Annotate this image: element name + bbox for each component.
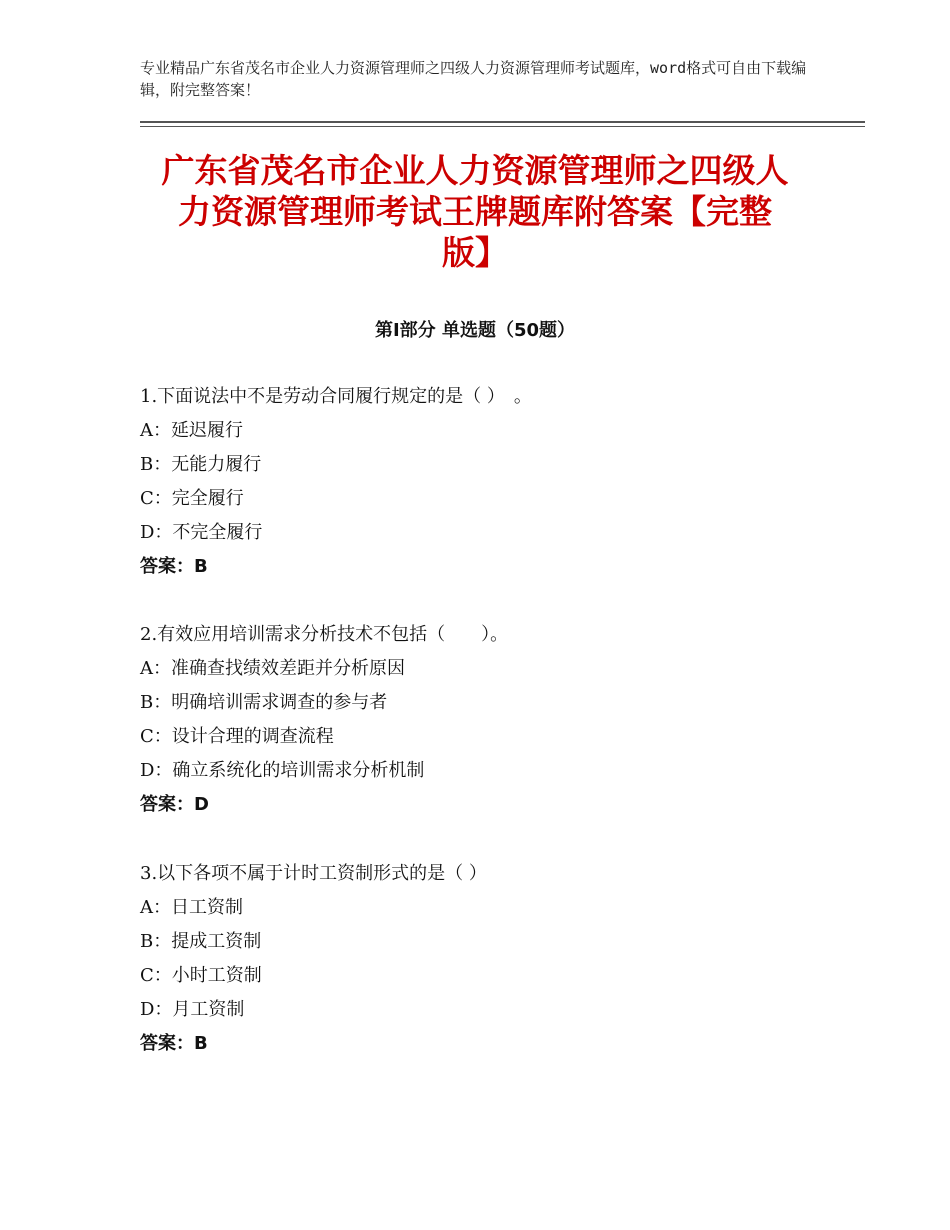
option-d: D：确立系统化的培训需求分析机制	[140, 760, 425, 781]
option-b: B：明确培训需求调查的参与者	[140, 692, 388, 713]
answer-line: 答案：B	[140, 1033, 208, 1054]
section-heading: 第Ⅰ部分 单选题（50题）	[374, 320, 575, 341]
answer-line: 答案：B	[140, 556, 208, 577]
question-3	[140, 857, 840, 1061]
option-a: A：准确查找绩效差距并分析原因	[140, 658, 405, 679]
option-c: C：设计合理的调查流程	[140, 726, 334, 747]
title-line: 版】	[442, 233, 508, 272]
question-1	[140, 380, 840, 584]
option-c: C：完全履行	[140, 488, 244, 509]
answer-line: 答案：D	[140, 794, 209, 815]
header-rule-thick	[140, 121, 865, 123]
question-stem: 3.以下各项不属于计时工资制形式的是（ ）	[140, 863, 487, 884]
question-2	[140, 618, 840, 822]
option-a: A：日工资制	[140, 897, 243, 918]
option-d: D：月工资制	[140, 999, 245, 1020]
question-stem: 2.有效应用培训需求分析技术不包括（ ）。	[140, 624, 509, 645]
option-d: D：不完全履行	[140, 522, 263, 543]
option-a: A：延迟履行	[140, 420, 243, 441]
option-b: B：提成工资制	[140, 931, 262, 952]
question-stem: 1.下面说法中不是劳动合同履行规定的是（ ） 。	[140, 386, 532, 407]
option-b: B：无能力履行	[140, 454, 262, 475]
option-c: C：小时工资制	[140, 965, 262, 986]
document-title	[140, 150, 810, 273]
header-note: 专业精品广东省茂名市企业人力资源管理师之四级人力资源管理师考试题库，word格式可自由下载编辑，附完整答案！	[140, 59, 807, 99]
header-rule-thin	[140, 126, 865, 127]
title-line: 广东省茂名市企业人力资源管理师之四级人	[161, 151, 789, 190]
title-line: 力资源管理师考试王牌题库附答案【完整	[178, 192, 772, 231]
